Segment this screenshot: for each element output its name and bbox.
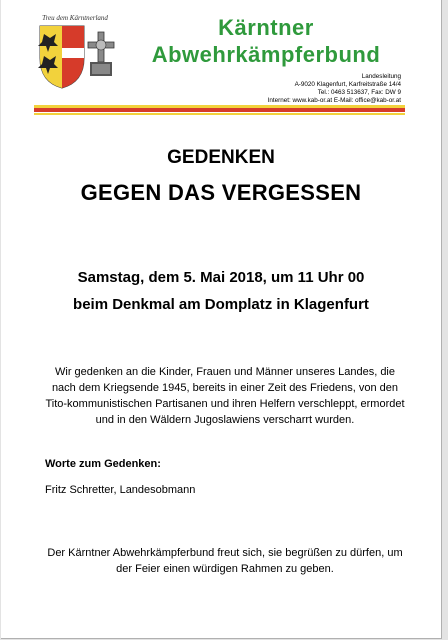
- document-page: [1, 0, 442, 639]
- header-stripe-yellow-lower: [34, 113, 405, 115]
- title-line2: GEGEN DAS VERGESSEN: [80, 180, 362, 205]
- logo: [34, 14, 116, 92]
- speaker-name: Fritz Schretter, Landesobmann: [45, 484, 196, 496]
- contact-line: Tel.: 0463 513637, Fax: DW 9: [317, 89, 401, 96]
- event-location: beim Denkmal am Domplatz in Klagenfurt: [73, 296, 369, 313]
- closing-paragraph: Der Kärntner Abwehrkämpferbund freut sich, sie begrüßen zu dürfen, um der Feier einen würdigen Rahmen zu geben.: [47, 547, 403, 575]
- memorial-paragraph: Wir gedenken an die Kinder, Frauen und Männer unseres Landes, die nach dem Kriegsende 1945, bereits in einer Zeit des Friedens, von den Tito-kommunistischen Partisanen und ihren Helfern verschleppt, ermordet und in den Wäldern Jugoslawiens verscharrt wurden.: [45, 366, 405, 426]
- event-date-time: Samstag, dem 5. Mai 2018, um 11 Uhr 00: [77, 269, 365, 286]
- contact-line: A-9020 Klagenfurt, Karfreitstraße 14/4: [294, 81, 401, 88]
- contact-block: [131, 73, 401, 105]
- contact-line: Landesleitung: [361, 73, 401, 80]
- words-heading: Worte zum Gedenken:: [45, 458, 161, 470]
- title-line1: GEDENKEN: [167, 147, 275, 168]
- org-name-line1: Kärntner: [218, 15, 314, 40]
- org-name-line2: Abwehrkämpferbund: [151, 42, 381, 67]
- logo-motto: Treu dem Kärntnerland: [42, 14, 108, 22]
- contact-line: Internet: www.kab-or.at E-Mail: office@kab-or.at: [267, 97, 401, 104]
- coat-of-arms-icon: [34, 24, 116, 90]
